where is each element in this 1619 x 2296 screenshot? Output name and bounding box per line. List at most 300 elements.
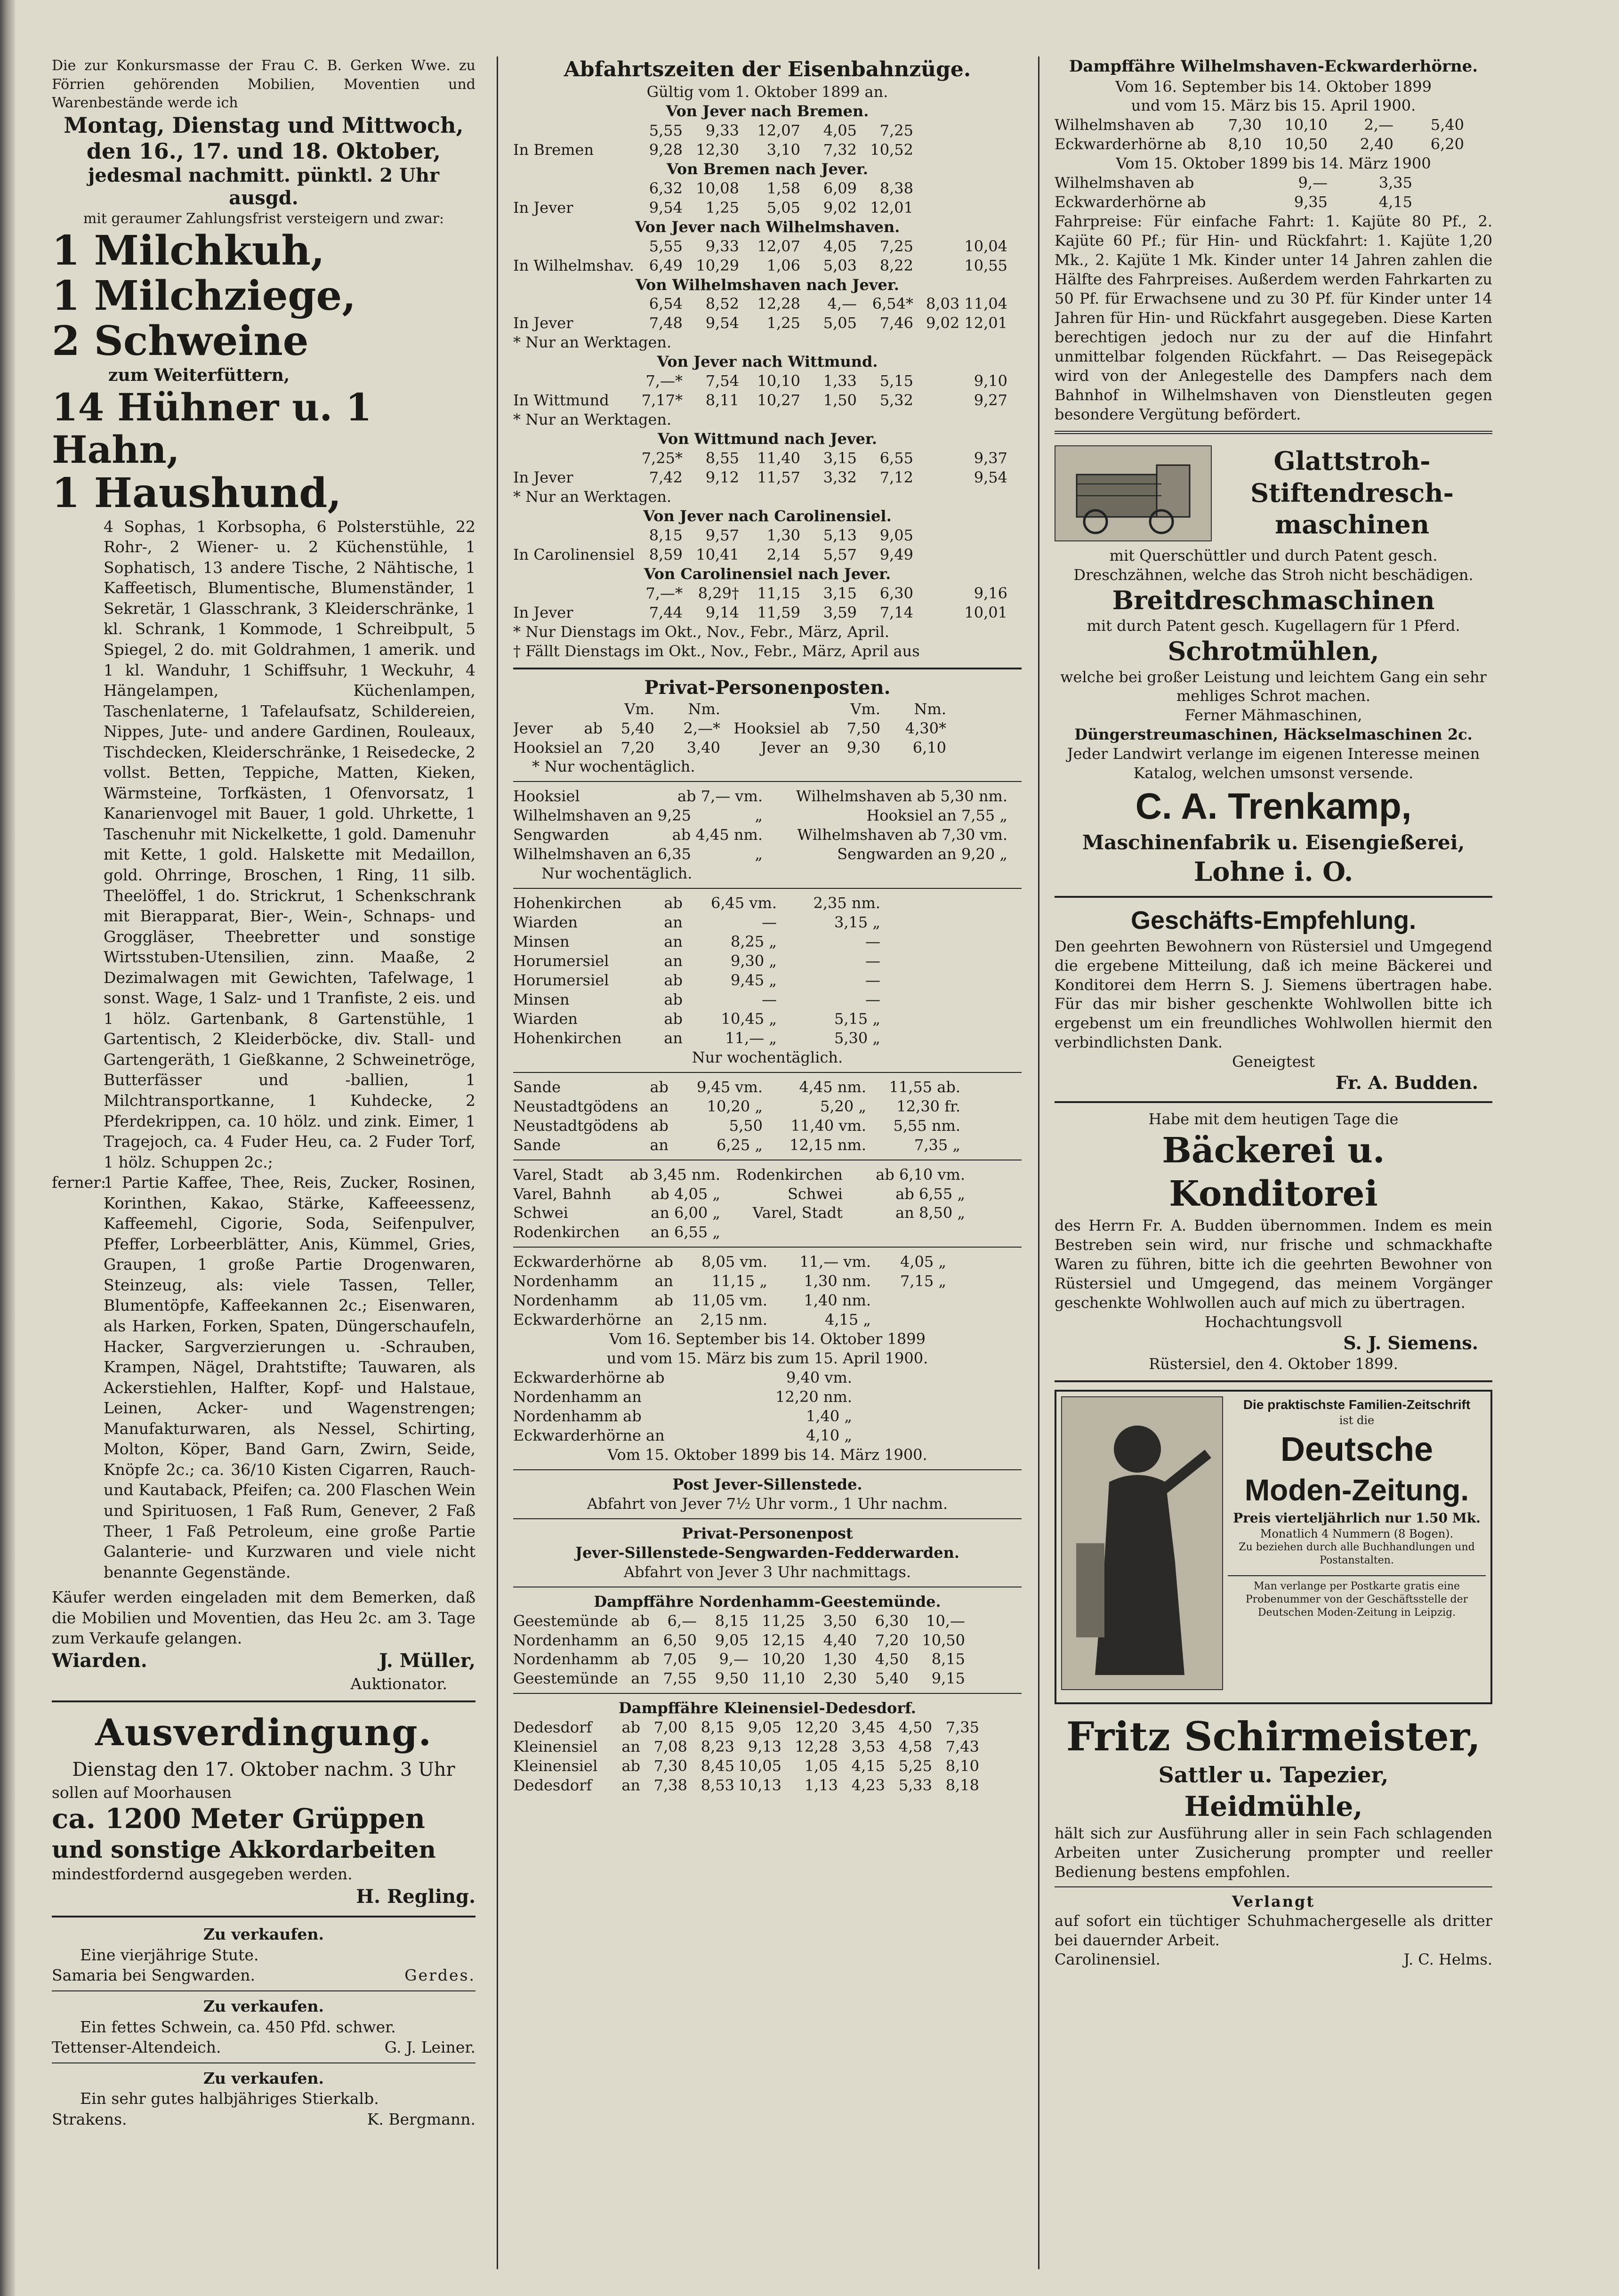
auction-ferner-label: ferner: [52, 1173, 106, 1192]
train-timetables [513, 102, 1022, 661]
train-cell: 3,59 [823, 603, 857, 621]
train-cell: 12,28 [757, 295, 800, 313]
moden-zeitung-claim: Die praktischste Familien-Zeitschrift [1243, 1397, 1471, 1412]
post3-cell: ab [664, 1009, 683, 1028]
auction-lot-schweine: 2 Schweine [52, 317, 309, 365]
trenkamp-firm: C. A. Trenkamp, [1135, 785, 1412, 827]
ferry-wh-cell: 6,20 [1430, 135, 1464, 153]
train-cell: 9,49 [879, 545, 913, 564]
post7-row [513, 1407, 1022, 1426]
ferry-wilhelmshaven-note1: Vom 16. September bis 14. Oktober 1899 [1115, 77, 1432, 96]
ferry-wh2-cell: 3,35 [1378, 174, 1412, 192]
glattstroh-title3: maschinen [1274, 509, 1430, 540]
baeckerei-signer: S. J. Siemens. [1343, 1332, 1478, 1353]
post6-cell: Eckwarderhörne [513, 1253, 641, 1271]
train-cell: 7,44 [649, 603, 683, 621]
train-row [513, 468, 1022, 487]
post4-cell: 11,40 vm. [790, 1116, 866, 1135]
ferry-dedes-cell: 7,43 [945, 1738, 979, 1756]
train-cell: 12,07 [757, 237, 800, 255]
train-cell: 9,37 [974, 449, 1007, 467]
ausverdingung-line1: ca. 1200 Meter Grüppen [52, 1803, 425, 1835]
train-cell: 7,42 [649, 468, 683, 487]
ferry-wh-cell: 2,40 [1360, 135, 1393, 153]
post4-row [513, 1136, 1022, 1155]
post-note: * Nur wochentäglich. [532, 757, 695, 776]
ferry-dedes-cell: ab [621, 1718, 640, 1737]
ferry-wh-row [1055, 115, 1492, 135]
train-note: * Nur an Werktagen. [513, 411, 672, 429]
post4-cell: 12,30 fr. [896, 1097, 960, 1115]
post-jever-sillenstede-heading: Post Jever-Sillenstede. [672, 1475, 862, 1493]
train-cell: In Jever [513, 603, 573, 621]
post3-cell: — [762, 913, 777, 932]
ferry-dedes-cell: 8,15 [701, 1718, 734, 1737]
geschaeftsempfehlung-text: Den geehrten Bewohnern von Rüstersiel und Umgegend die ergebene Mitteilung, daß ich meine Bäckerei und Konditorei dem Herrn S. J. Siemens übertragen habe. Für das mir bisher geschenkte Wohlwollen bitte ich ergebenst um ein freundliches Wohlwollen hiermit den verbindlichsten Dank. [1055, 937, 1492, 1052]
post7-row [513, 1368, 1022, 1387]
train-note: * Nur Dienstags im Okt., Nov., Febr., März, April. [513, 622, 889, 641]
maehmaschinen-text: Ferner Mähmaschinen, [1184, 706, 1362, 725]
auction-lot-haushund: 1 Haushund, [52, 469, 342, 517]
ferry-geest-cell: 8,15 [931, 1650, 965, 1668]
post3-cell: — [865, 990, 880, 1008]
post3-cell: Hohenkirchen [513, 894, 622, 912]
ausverdingung-title: Ausverdingung. [95, 1711, 432, 1755]
auction-signer: J. Müller, [379, 1649, 475, 1672]
train-cell [513, 449, 631, 468]
ferry-dedes-cell: 10,13 [738, 1776, 781, 1795]
train-cell [913, 545, 1007, 564]
train-cell: 10,10 [757, 372, 800, 390]
ferry-geest-row [513, 1611, 1022, 1631]
train-cell [913, 198, 1007, 218]
post5-cell: Rodenkirchen [736, 1165, 843, 1184]
post4-cell: 7,35 „ [914, 1136, 960, 1154]
privatpost-heading1: Privat-Personenpost [682, 1524, 853, 1542]
post6-cell [871, 1310, 946, 1329]
moden-zeitung-price: Preis vierteljährlich nur 1.50 Mk. [1233, 1510, 1481, 1526]
auction-days: Montag, Dienstag und Mittwoch, [64, 112, 464, 138]
schrotmuehlen-title: Schrotmühlen, [1168, 636, 1379, 667]
post7-cell: Nordenhamm ab [513, 1407, 642, 1425]
schirmeister-trade: Sattler u. Tapezier, [1158, 1762, 1389, 1788]
train-cell: 7,25* [641, 449, 683, 467]
moden-zeitung-title2: Moden-Zeitung. [1244, 1473, 1469, 1507]
auction-lot-note: zum Weiterfüttern, [108, 365, 290, 385]
ferry-wh2-cell: 9,— [1298, 174, 1328, 192]
train-cell: 11,15 [757, 584, 800, 602]
ferry-dedes-cell: 3,53 [851, 1738, 885, 1756]
sale-stierkalb-text: Ein sehr gutes halbjähriges Stierkalb. [80, 2089, 379, 2108]
post-table-jever-hooksiel [513, 700, 1022, 757]
train-cell: 7,25 [879, 237, 913, 255]
moden-zeitung-sample: Man verlange per Postkarte gratis eine Probenummer von der Geschäftsstelle der Deutschen Moden-Zeitung in Leipzig. [1228, 1575, 1486, 1619]
train-cell: 6,49 [649, 256, 683, 274]
ferry-wh-cell: 8,10 [1228, 135, 1262, 153]
post6-cell: 11,— vm. [799, 1253, 871, 1271]
ferry-dedes-cell: 8,45 [701, 1757, 734, 1775]
auction-lot-milchziege: 1 Milchziege, [52, 272, 356, 320]
train-cell: 1,25 [766, 314, 800, 332]
ferry-dedes-cell: 4,23 [851, 1776, 885, 1795]
train-cell: 7,46 [879, 314, 913, 332]
train-cell: 7,32 [823, 140, 857, 159]
train-cell: 9,54 [974, 468, 1007, 487]
train-cell: In Jever [513, 198, 573, 217]
post-table-hohenkirchen [513, 894, 1022, 1048]
ferry-dedes-row [513, 1776, 1022, 1795]
column-rule [497, 56, 498, 2269]
train-cell: 6,32 [649, 179, 683, 197]
ferry-dedes-cell: 12,20 [795, 1718, 838, 1737]
train-cell: 9,02 12,01 [926, 314, 1007, 332]
post6-cell: an [654, 1272, 673, 1290]
ferry-geest-cell: 9,15 [931, 1669, 965, 1688]
post3-cell: Horumersiel [513, 971, 609, 989]
post-cell [720, 700, 800, 719]
post3-row [513, 990, 1022, 1009]
train-cell: 9,33 [705, 121, 739, 139]
ferry-geest-cell: 1,30 [823, 1650, 857, 1668]
post3-row [513, 951, 1022, 971]
train-cell: 8,22 [879, 256, 913, 274]
ferry-wilhelmshaven-note2: und vom 15. März bis 15. April 1900. [1131, 97, 1416, 115]
sale-stierkalb-seller: K. Bergmann. [367, 2110, 475, 2128]
ferry-geestemuende-table [513, 1611, 1022, 1689]
auction-terms: mit geraumer Zahlungsfrist versteigern und zwar: [83, 210, 444, 227]
ferry-geest-cell: 3,50 [823, 1611, 857, 1630]
post3-row [513, 971, 1022, 990]
post4-cell: 4,45 nm. [799, 1078, 866, 1096]
ferry-geest-cell: Geestemünde [513, 1611, 618, 1630]
post-cell: 5,40 [620, 719, 654, 737]
post3-cell: ab [664, 990, 683, 1008]
geschaeftsempfehlung-signer: Fr. A. Budden. [1335, 1072, 1478, 1094]
ferry-geest-cell: 6,30 [875, 1611, 909, 1630]
column-auction [52, 56, 475, 2279]
post6-cell: Nordenhamm [513, 1272, 618, 1290]
train-cell: 5,05 [766, 198, 800, 217]
ferry-wilhelmshaven-table-winter [1055, 173, 1492, 212]
train-note: † Fällt Dienstags im Okt., Nov., Febr., März, April aus [513, 642, 920, 660]
ferry-wilhelmshaven-table [1055, 115, 1492, 154]
train-cell: In Jever [513, 314, 573, 332]
train-cell: 1,50 [823, 391, 857, 410]
post-table-sande [513, 1078, 1022, 1155]
glattstroh-text: mit Querschüttler und durch Patent gesch. Dreschzähnen, welche das Stroh nicht beschädigen. [1073, 546, 1474, 584]
ferry-wh2-cell: Wilhelmshaven ab [1055, 174, 1194, 192]
moden-zeitung-ad [1055, 1390, 1492, 1704]
ferry-dedes-cell: 7,08 [653, 1738, 687, 1756]
post3-cell: an [664, 952, 683, 970]
train-cell: 7,17* [641, 391, 683, 410]
post3-cell: an [664, 1029, 683, 1047]
train-row [513, 121, 1022, 140]
post-row [513, 700, 1022, 719]
post7-cell: Eckwarderhörne an [513, 1426, 665, 1444]
post4-cell: 5,55 nm. [893, 1116, 960, 1135]
ferry-dedes-row [513, 1756, 1022, 1776]
post3-row [513, 1009, 1022, 1029]
train-cell: 9,10 [974, 372, 1007, 390]
post6-row [513, 1291, 1022, 1310]
baeckerei-closing: Hochachtungsvoll [1204, 1313, 1343, 1331]
verlangt-text: auf sofort ein tüchtiger Schuhmachergeselle als dritter bei dauernder Arbeit. [1055, 1912, 1492, 1950]
post5-cell: Varel, Stadt [752, 1204, 843, 1222]
post6-cell: Eckwarderhörne [513, 1311, 641, 1329]
post4-row [513, 1097, 1022, 1116]
post7-row [513, 1387, 1022, 1407]
ferry-wh-cell: 5,40 [1430, 116, 1464, 134]
ferry-geest-cell: 9,— [719, 1650, 749, 1668]
train-cell [513, 371, 631, 391]
post6-cell: 4,05 „ [900, 1253, 946, 1271]
breitdresch-text: mit durch Patent gesch. Kugellagern für 1 Pferd. [1087, 617, 1460, 635]
post6-cell [871, 1291, 946, 1310]
ferry-geest-cell: Nordenhamm [513, 1631, 618, 1649]
post3-cell: 6,45 vm. [710, 894, 777, 912]
train-cell: 5,05 [823, 314, 857, 332]
train-cell [513, 179, 631, 198]
train-cell: 11,57 [757, 468, 800, 487]
post-cell: 3,40 [686, 738, 720, 757]
column-ads [1055, 56, 1492, 2279]
timetable-title: Abfahrtszeiten der Eisenbahnzüge. [564, 57, 971, 81]
post3-cell: — [865, 933, 880, 951]
post6-cell: 4,15 „ [825, 1311, 871, 1329]
ferry-dedes-cell: 8,53 [701, 1776, 734, 1795]
ferry-dedes-cell: 7,00 [653, 1718, 687, 1737]
post5-cell: Schwei [513, 1204, 569, 1222]
train-cell: 8,03 11,04 [926, 295, 1007, 313]
auction-dates: den 16., 17. und 18. Oktober, [86, 138, 441, 164]
train-cell: 7,48 [649, 314, 683, 332]
post3-cell: Minsen [513, 933, 570, 951]
post5-cell: an 6,55 „ [651, 1223, 720, 1241]
ferry-dedes-cell: 1,05 [804, 1757, 838, 1775]
ferry-geest-cell: 9,50 [715, 1669, 749, 1688]
baeckerei-date: Rüstersiel, den 4. Oktober 1899. [1149, 1355, 1398, 1373]
train-cell: 2,14 [766, 545, 800, 564]
ausverdingung-line2: und sonstige Akkordarbeiten [52, 1836, 436, 1864]
post6-cell: 1,40 nm. [804, 1291, 871, 1310]
post5-cell: Rodenkirchen [513, 1223, 620, 1241]
train-cell [913, 140, 1007, 160]
post5-cell: ab 6,55 „ [895, 1184, 965, 1203]
ferry-geest-cell: ab [631, 1650, 650, 1668]
post5-cell: Varel, Stadt [513, 1165, 604, 1184]
ferry-geest-cell: Geestemünde [513, 1669, 618, 1688]
post5-row [513, 1203, 1022, 1223]
post7-cell: 9,40 vm. [786, 1369, 852, 1387]
post4-row [513, 1078, 1022, 1097]
post3-cell: — [865, 952, 880, 970]
train-cell: 8,38 [879, 179, 913, 197]
post2-row [513, 825, 1022, 845]
post-cell: Hooksiel [733, 719, 800, 737]
train-cell [513, 294, 631, 314]
ferry-dedes-cell: 10,05 [738, 1757, 781, 1775]
post3-cell: — [762, 990, 777, 1008]
post6-note2: und vom 15. März bis zum 15. April 1900. [606, 1349, 928, 1368]
post2-cell: Hooksiel [513, 787, 580, 806]
column-timetables [513, 56, 1022, 2279]
ferry-wh2-cell: 9,35 [1294, 193, 1328, 211]
verlangt-location: Carolinensiel. [1055, 1950, 1160, 1968]
train-cell: 10,04 [964, 237, 1007, 255]
post2-cell: Wilhelmshaven ab 7,30 vm. [797, 826, 1007, 844]
train-note: * Nur an Werktagen. [513, 488, 672, 506]
post5-row [513, 1165, 1022, 1184]
post4-cell: 11,55 ab. [889, 1078, 960, 1096]
train-cell [913, 526, 1007, 545]
train-cell: In Wittmund [513, 391, 609, 410]
train-cell [513, 237, 631, 256]
ferry-dedes-cell: 8,10 [945, 1757, 979, 1775]
sale-schwein-heading: Zu verkaufen. [203, 1997, 324, 2015]
post3-row [513, 913, 1022, 932]
train-cell: 5,32 [879, 391, 913, 410]
post-cell: an [810, 738, 829, 757]
post-cell: ab [810, 719, 829, 737]
train-cell [513, 121, 631, 140]
ferry-dedes-row [513, 1718, 1022, 1737]
post2-cell: Sengwarden an 9,20 „ [837, 845, 1007, 863]
sale-stute-location: Samaria bei Sengwarden. [52, 1966, 256, 1985]
ferry-geest-cell: 10,— [926, 1611, 965, 1630]
post3-cell: — [865, 971, 880, 989]
ferry-geest-cell: 5,40 [875, 1669, 909, 1688]
ferry-dedes-cell: 7,35 [945, 1718, 979, 1737]
train-cell: 3,10 [766, 140, 800, 159]
train-cell [913, 121, 1007, 140]
ferry-geest-cell: 12,15 [762, 1631, 805, 1649]
schirmeister-location: Heidmühle, [1184, 1790, 1363, 1823]
train-cell: 9,33 [705, 237, 739, 255]
train-row [513, 584, 1022, 603]
post3-cell: ab [664, 894, 683, 912]
train-cell: 7,—* [645, 372, 683, 390]
train-cell: 12,01 [870, 198, 913, 217]
train-cell: 5,55 [649, 121, 683, 139]
geschaeftsempfehlung-title: Geschäfts-Empfehlung. [1130, 906, 1417, 935]
ferry-geest-row [513, 1650, 1022, 1669]
train-cell: 9,28 [649, 140, 683, 159]
post7-cell: Eckwarderhörne ab [513, 1369, 665, 1387]
post3-cell: 9,45 „ [731, 971, 777, 989]
ferry-dedes-cell: Kleinensiel [513, 1738, 598, 1756]
train-cell: 4,05 [823, 121, 857, 139]
ferry-geest-cell: 7,20 [875, 1631, 909, 1649]
post3-cell: 10,45 „ [721, 1009, 777, 1028]
post3-cell: an [664, 933, 683, 951]
ferry-wilhelmshaven-heading: Dampffähre Wilhelmshaven-Eckwarderhörne. [1069, 57, 1478, 76]
post4-cell: 5,50 [729, 1116, 763, 1135]
train-cell [513, 526, 631, 545]
train-row [513, 140, 1022, 160]
ferry-geest-cell: 4,40 [823, 1631, 857, 1649]
ferry-wh-cell: Eckwarderhörne ab [1055, 135, 1206, 153]
ferry-dedes-cell: 5,33 [898, 1776, 932, 1795]
privatpost-text: Abfahrt von Jever 3 Uhr nachmittags. [623, 1563, 911, 1581]
train-cell: 8,55 [705, 449, 739, 467]
post-cell: 7,20 [620, 738, 654, 757]
baeckerei-intro: Habe mit dem heutigen Tage die [1148, 1110, 1399, 1128]
post6-cell: 8,05 vm. [701, 1253, 767, 1271]
train-cell: 6,54* [872, 295, 913, 313]
post-cell: 9,30 [846, 738, 880, 757]
ferry-geest-cell: 4,50 [875, 1650, 909, 1668]
train-cell: 10,55 [964, 256, 1007, 274]
train-heading: Von Jever nach Wilhelmshaven. [635, 218, 900, 236]
train-cell: 9,54 [649, 198, 683, 217]
post2-cell: Hooksiel an 7,55 „ [866, 806, 1007, 825]
post6-cell: Nordenhamm [513, 1291, 618, 1310]
timetable-valid: Gültig vom 1. Oktober 1899 an. [646, 83, 888, 101]
baeckerei-title: Bäckerei u. Konditorei [1162, 1130, 1385, 1215]
post6-cell: 7,15 „ [900, 1272, 946, 1290]
post-jever-sillenstede-text: Abfahrt von Jever 7½ Uhr vorm., 1 Uhr nachm. [587, 1494, 948, 1513]
train-cell: 1,06 [766, 256, 800, 274]
train-cell: 10,29 [696, 256, 739, 274]
ausverdingung-line3: mindestfordernd ausgegeben werden. [52, 1865, 353, 1884]
post3-cell: 11,— „ [725, 1029, 777, 1047]
post2-row [513, 787, 1022, 806]
train-row [513, 237, 1022, 256]
verlangt-signer: J. C. Helms. [1403, 1950, 1492, 1968]
ferry-geest-cell: 2,30 [823, 1669, 857, 1688]
post6-cell: 11,15 „ [711, 1272, 767, 1290]
train-cell: 12,07 [757, 121, 800, 139]
train-cell: 1,33 [823, 372, 857, 390]
post4-cell: 5,20 „ [820, 1097, 866, 1115]
ferry-geest-cell: 6,— [667, 1611, 697, 1630]
ferry-dedes-cell: 9,05 [748, 1718, 781, 1737]
ferry-dedes-cell: 3,45 [851, 1718, 885, 1737]
ausverdingung-signer: H. Regling. [356, 1885, 475, 1908]
post-title: Privat-Personenposten. [644, 676, 891, 699]
train-cell: 3,15 [823, 584, 857, 602]
ferry-dedes-cell: Dedesdorf [513, 1776, 592, 1795]
ferry-dedes-cell: ab [621, 1757, 640, 1775]
moden-zeitung-issues: Monatlich 4 Nummern (8 Bogen). [1260, 1527, 1454, 1540]
ferry-dedes-cell: 4,58 [898, 1738, 932, 1756]
privatpost-heading2: Jever-Sillenstede-Sengwarden-Fedderwarden. [575, 1543, 960, 1562]
post6-row [513, 1252, 1022, 1272]
train-heading: Von Jever nach Carolinensiel. [643, 507, 892, 525]
ferry-geest-cell: 7,05 [663, 1650, 697, 1668]
post3-cell: an [664, 913, 683, 932]
sale-schwein-location: Tettenser-Altendeich. [52, 2038, 221, 2057]
post3-row [513, 1029, 1022, 1048]
post2-cell: Wilhelmshaven ab 5,30 nm. [796, 787, 1007, 806]
train-cell: 5,55 [649, 237, 683, 255]
post2-cell: ab 7,— vm. [677, 787, 763, 806]
post5-row [513, 1184, 1022, 1204]
auction-lot-milchkuh: 1 Milchkuh, [52, 226, 325, 274]
post-cell: Jever [760, 738, 800, 757]
ferry-dedes-cell: Kleinensiel [513, 1757, 598, 1775]
ferry-wh-cell: Wilhelmshaven ab [1055, 116, 1194, 134]
post3-cell: Wiarden [513, 1009, 578, 1028]
ferry-dedes-cell: 7,38 [653, 1776, 687, 1795]
post6-cell: ab [654, 1291, 673, 1310]
auction-signer-role: Auktionator. [350, 1674, 447, 1693]
post5-cell [720, 1223, 843, 1242]
ferry-dedes-cell: 1,13 [804, 1776, 838, 1795]
post2-cell: Sengwarden [513, 826, 609, 844]
post6-row [513, 1310, 1022, 1329]
